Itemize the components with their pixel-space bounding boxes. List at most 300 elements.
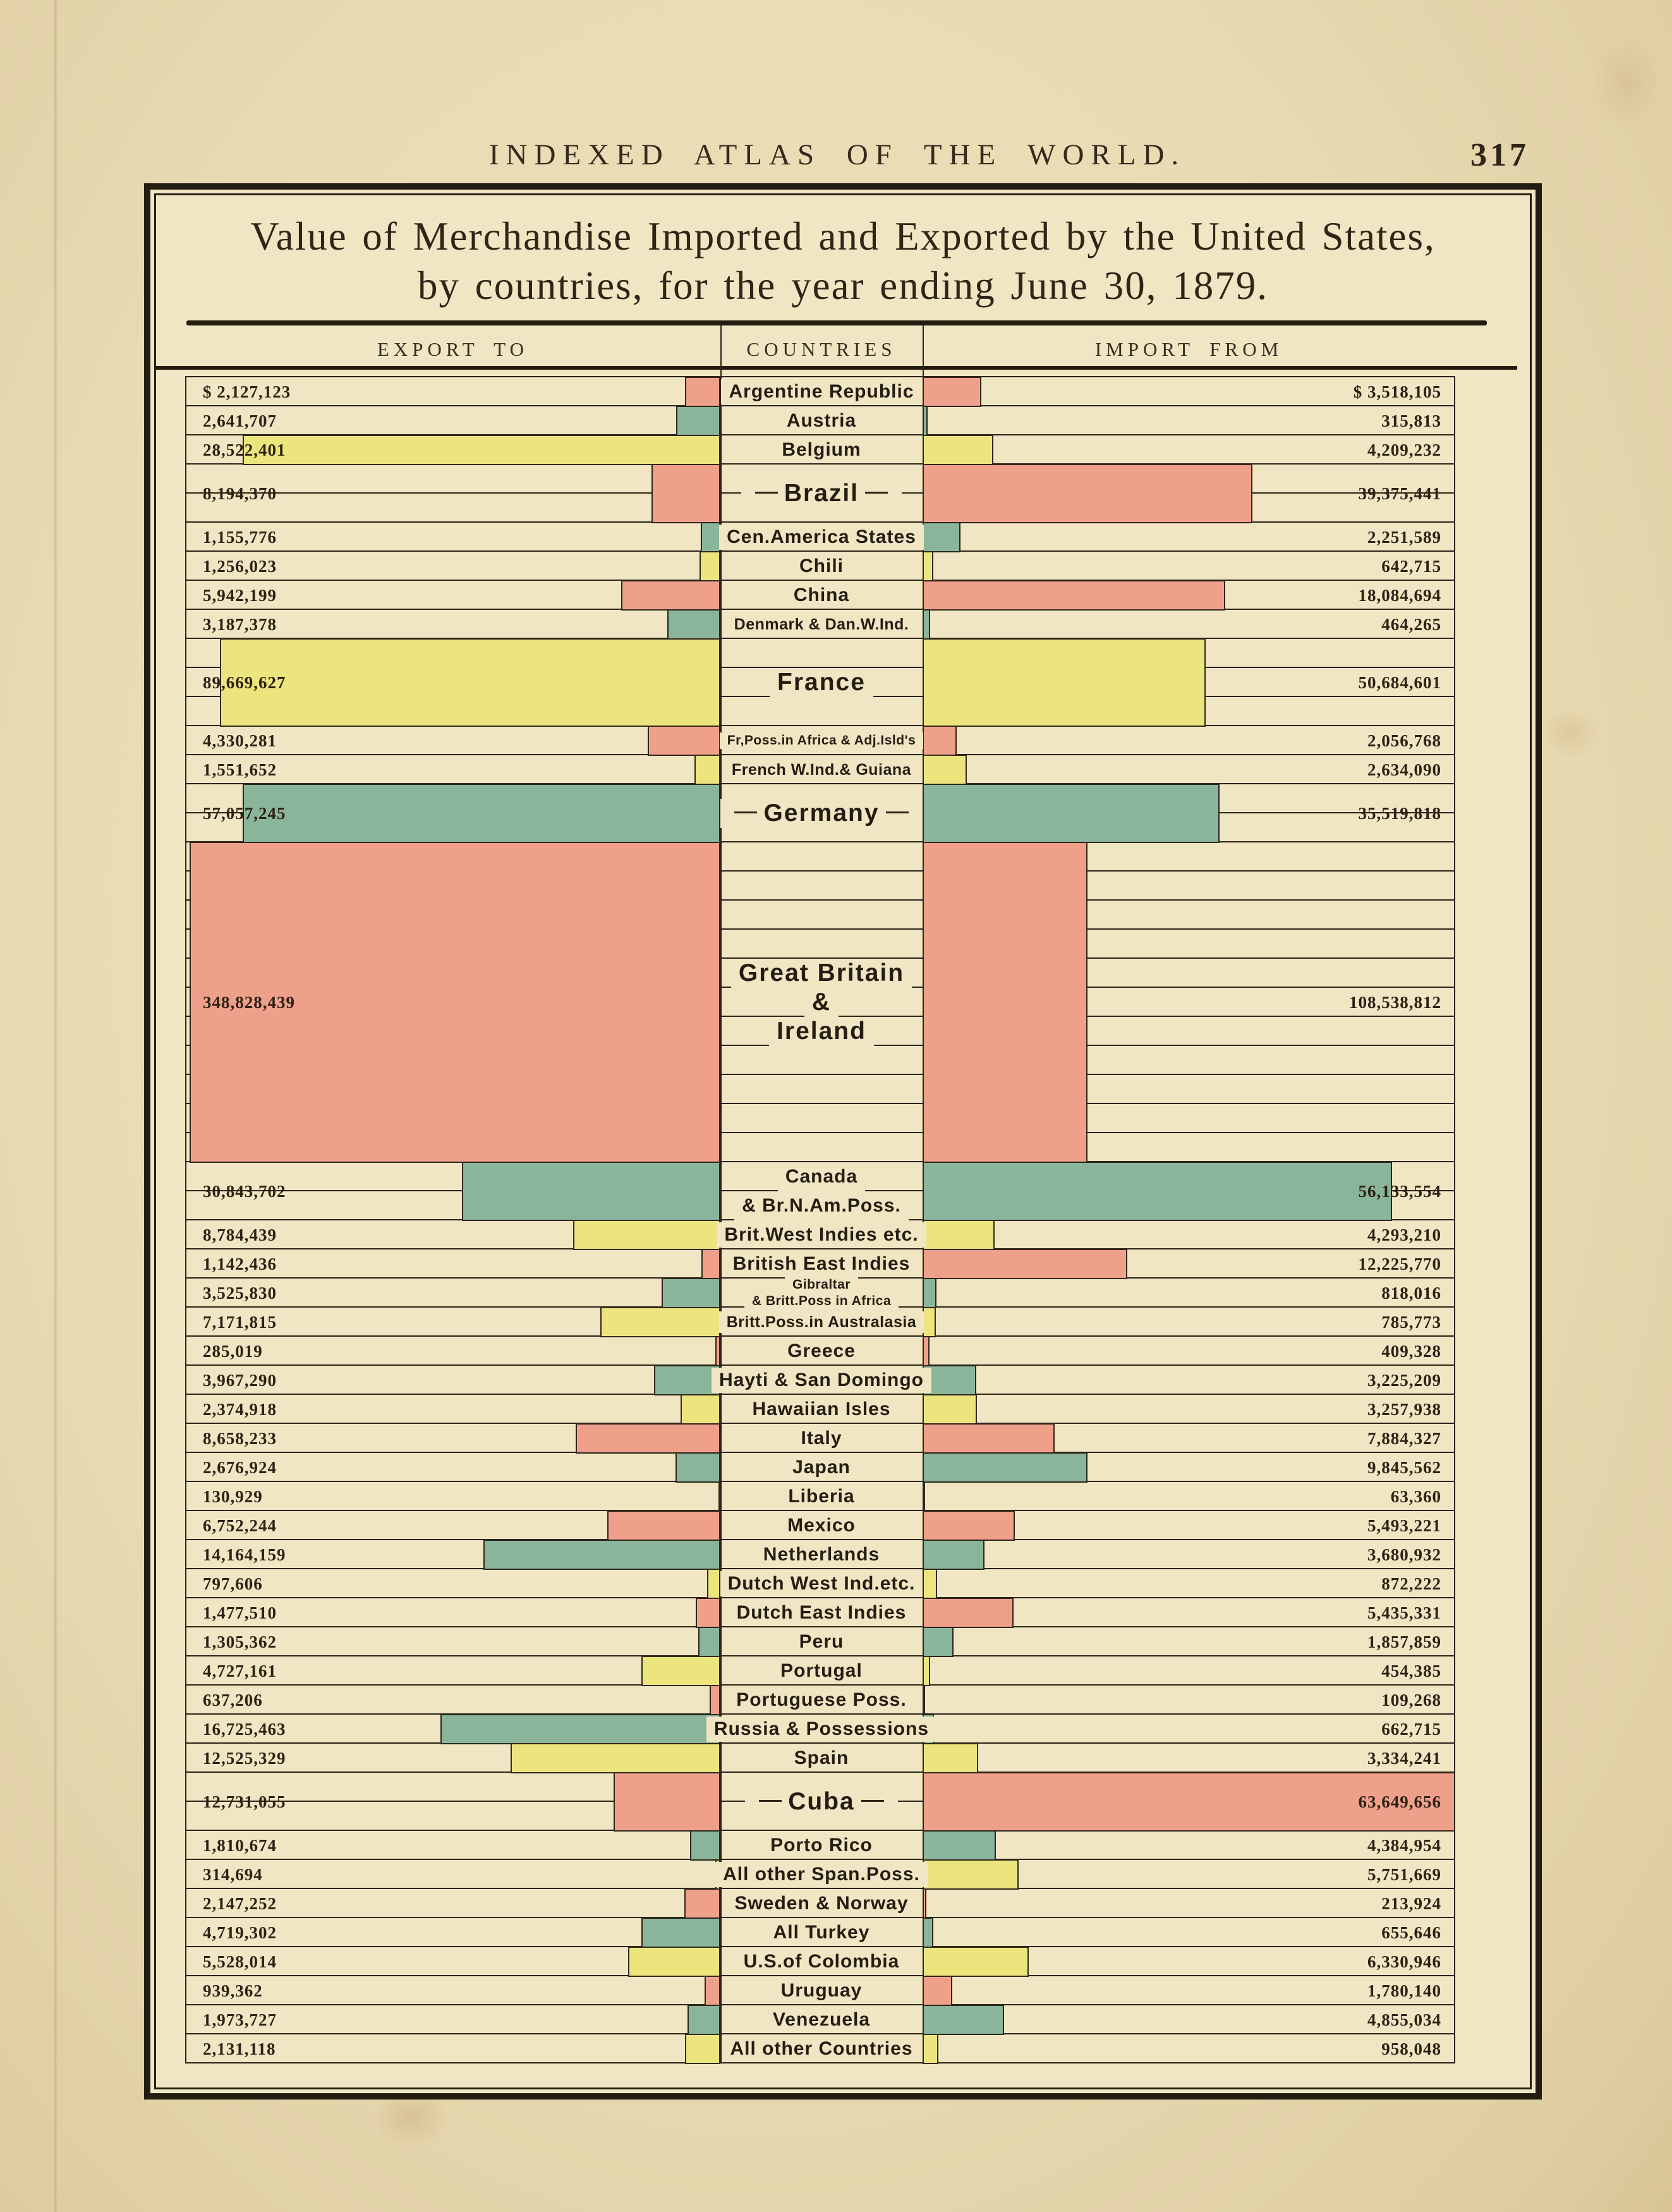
left-boundary-line [185,377,186,2063]
country-label [720,1279,923,1308]
import-value: 958,048 [1381,2039,1441,2058]
country-label [720,1366,923,1395]
country-row-brit-west-indies-etc [185,1220,1455,1249]
country-label [720,1337,923,1366]
country-label [720,1249,923,1279]
export-value: 4,719,302 [203,1923,277,1942]
country-label [720,1656,923,1686]
country-row-belgium [185,435,1455,465]
country-label [720,1308,923,1337]
country-label-line: Mexico [780,1513,863,1538]
country-label [720,1598,923,1627]
country-label-line: Gibraltar [785,1277,858,1293]
country-row-mexico [185,1511,1455,1540]
import-bar [923,1569,937,1599]
country-label [720,784,923,842]
import-bar [923,1452,1087,1483]
export-value: 8,784,439 [203,1225,277,1244]
export-bar [607,1510,720,1541]
export-bar [483,1540,720,1570]
country-label [720,1744,923,1773]
column-header-import: IMPORT FROM [1094,338,1283,360]
export-value: 14,164,159 [203,1545,286,1564]
export-bar [462,1162,720,1221]
import-bar [923,1510,1015,1541]
country-row-dutch-east-indies [185,1598,1455,1627]
import-bar [923,2034,938,2064]
title-rule [186,320,1487,325]
import-value: 2,634,090 [1367,760,1441,779]
import-value: 785,773 [1381,1312,1441,1332]
export-value: 28,522,401 [203,440,286,459]
export-value: 2,131,118 [203,2039,276,2058]
country-label-line: British East Indies [725,1251,918,1277]
export-value: 2,641,707 [203,411,277,430]
import-value: 4,209,232 [1367,440,1441,459]
country-row-cen-america-states [185,523,1455,552]
country-label-line: U.S.of Colombia [736,1949,907,1974]
import-bar [923,1598,1014,1628]
country-label-line: Germany [720,799,922,828]
import-value: 35,519,818 [1358,803,1441,823]
country-label [720,842,923,1162]
import-value: 7,884,327 [1367,1428,1441,1448]
import-bar [923,1162,1392,1221]
country-label-line: Portugal [773,1658,870,1684]
country-label [720,1918,923,1947]
export-bar [511,1743,720,1773]
import-bar [923,377,981,407]
import-value: 108,538,812 [1349,992,1441,1012]
country-label-line: Liberia [780,1484,862,1509]
import-value: 213,924 [1381,1893,1441,1913]
country-label [720,465,923,523]
export-value: 1,305,362 [203,1632,277,1651]
country-label-line: All Turkey [766,1920,878,1945]
country-label [720,1860,923,1889]
age-spot [1592,38,1662,126]
import-value: 5,751,669 [1367,1864,1441,1884]
import-value: 63,360 [1390,1486,1441,1506]
import-value: 872,222 [1381,1574,1441,1593]
export-value: 89,669,627 [203,672,286,692]
import-value: 315,813 [1381,411,1441,430]
import-bar [923,1394,977,1425]
import-value: 1,780,140 [1367,1981,1441,2000]
export-bar [690,1830,720,1861]
export-bar [696,1598,720,1628]
country-label-line: All other Span.Poss. [715,1862,928,1887]
running-title: INDEXED ATLAS OF THE WORLD. [488,138,1186,171]
country-row-porto-rico [185,1831,1455,1860]
import-bar [923,726,957,756]
country-label [720,1162,923,1220]
country-row-all-other-span-poss [185,1860,1455,1889]
country-label-line: Great Britain [731,959,912,988]
country-row-dutch-west-ind-etc [185,1569,1455,1598]
import-bar [923,842,1087,1163]
country-label [720,610,923,639]
age-spot [1542,708,1599,758]
country-label-line: Argentine Republic [721,379,921,404]
export-value: 797,606 [203,1574,263,1593]
export-value: $ 2,127,123 [203,382,291,401]
country-label [720,2034,923,2063]
country-label [713,1715,930,1744]
export-value: 1,142,436 [203,1254,277,1273]
import-bar [923,464,1252,523]
country-row-great-britain-ireland [185,842,1455,1162]
export-bar [700,551,720,581]
export-bar [694,755,720,785]
country-label [720,435,923,465]
export-value: 637,206 [203,1690,263,1710]
import-value: 6,330,946 [1367,1952,1441,1971]
chart-title-line2: by countries, for the year ending June 30, 1879. [418,264,1268,308]
import-bar [923,1423,1055,1454]
country-label-line: Dutch East Indies [729,1600,914,1626]
export-value: 7,171,815 [203,1312,277,1332]
export-value: 12,731,055 [203,1792,286,1811]
export-value: 4,330,281 [203,731,277,750]
export-value: 348,828,439 [203,992,295,1012]
country-label-line: & Br.N.Am.Poss. [734,1191,909,1220]
country-label [720,1569,923,1598]
country-label-line: Brazil [741,479,902,508]
export-value: 2,147,252 [203,1893,277,1913]
country-label-line: Canada [778,1162,865,1191]
export-value: 1,155,776 [203,527,277,547]
country-label [720,523,923,552]
export-bar [684,1888,720,1919]
country-row-hayti-san-domingo [185,1366,1455,1395]
export-value: 4,727,161 [203,1661,277,1680]
import-value: 109,268 [1381,1690,1441,1710]
country-label-line: Hayti & San Domingo [712,1368,931,1393]
country-row-all-turkey [185,1918,1455,1947]
export-bar [681,1394,720,1425]
country-label-line: Japan [785,1455,858,1480]
export-bar [701,522,720,552]
export-value: 30,843,702 [203,1181,286,1201]
country-label [720,581,923,610]
import-value: 454,385 [1381,1661,1441,1680]
export-bar [641,1656,720,1686]
import-bar [923,755,967,785]
export-value: 130,929 [203,1486,263,1506]
country-column-line-left [720,325,722,376]
country-label-line: Belgium [774,437,868,463]
chart-frame-inner [154,193,1532,2089]
import-bar [923,1307,936,1337]
country-row-netherlands [185,1540,1455,1569]
country-row-portuguese-poss [185,1686,1455,1715]
import-bar [923,1627,954,1657]
export-value: 16,725,463 [203,1719,286,1739]
country-label-line: & Britt.Poss in Africa [744,1293,899,1310]
page-crease [54,0,58,2212]
export-bar [628,1947,720,1977]
country-label [720,377,923,406]
country-label-line: Ireland [769,1017,874,1046]
country-row-brazil [185,465,1455,523]
export-value: 1,810,674 [203,1835,277,1855]
export-value: 3,525,830 [203,1283,277,1303]
export-bar [676,406,720,436]
country-label-line: Cuba [745,1787,898,1816]
export-bar [688,2005,720,2035]
export-bar [440,1714,720,1744]
country-label-line: Porto Rico [763,1833,880,1858]
column-header-countries: COUNTRIES [746,338,897,360]
export-value: 1,256,023 [203,556,277,576]
import-value: 3,680,932 [1367,1545,1441,1564]
export-bar [675,1452,720,1483]
import-bar [923,1540,984,1570]
country-label-line: French W.Ind.& Guiana [724,759,919,781]
chart-rows-area [185,376,1455,2063]
country-row-italy [185,1424,1455,1453]
export-value: 57,057,245 [203,803,286,823]
export-value: 8,194,370 [203,483,277,503]
country-row-canada-br-n-am-poss [185,1162,1455,1220]
country-label-line: China [786,583,857,608]
country-label-line: France [770,668,873,697]
export-bar [220,638,720,727]
country-row-uruguay [185,1976,1455,2005]
country-row-sweden-norway [185,1889,1455,1918]
country-label-line: Hawaiian Isles [744,1397,898,1422]
country-label [720,1627,923,1656]
country-row-french-w-ind-guiana [185,755,1455,784]
right-boundary-line [1454,377,1455,2063]
country-label [720,1773,923,1831]
import-value: 39,375,441 [1358,483,1441,503]
country-label [720,726,923,755]
export-bar [707,1569,720,1599]
import-bar [923,1947,1029,1977]
country-row-spain [185,1744,1455,1773]
country-row-u-s-of-colombia [185,1947,1455,1976]
column-header-export: EXPORT TO [377,338,529,360]
import-value: 5,493,221 [1367,1516,1441,1535]
country-row-british-east-indies [185,1249,1455,1279]
country-label-line: Chili [792,554,851,579]
country-label-line: & [804,988,839,1017]
import-bar [923,522,960,552]
import-bar [923,784,1220,843]
import-bar [923,551,933,581]
import-value: 1,857,859 [1367,1632,1441,1651]
country-label-line: Uruguay [773,1978,870,2003]
chart-frame [144,183,1542,2100]
country-row-germany [185,784,1455,842]
export-value: 2,676,924 [203,1457,277,1477]
import-bar [923,2005,1004,2035]
country-label-line: Netherlands [756,1542,887,1567]
import-value: $ 3,518,105 [1353,382,1441,401]
export-value: 3,187,378 [203,614,277,634]
country-label [720,1686,923,1715]
export-bar [685,2034,720,2064]
country-label [720,1220,923,1249]
country-label-line: Venezuela [765,2007,878,2033]
import-bar [923,1976,952,2006]
import-value: 3,225,209 [1367,1370,1441,1390]
import-bar [923,580,1225,611]
country-row-austria [185,406,1455,435]
export-value: 314,694 [203,1864,263,1884]
country-label-line: Austria [779,408,864,434]
country-row-peru [185,1627,1455,1656]
country-label-line: Greece [780,1339,863,1364]
country-row-liberia [185,1482,1455,1511]
country-label [720,1482,923,1511]
export-value: 1,973,727 [203,2010,277,2029]
export-value: 285,019 [203,1341,263,1361]
country-label-line: Cen.America States [719,525,924,550]
country-column-line-right [923,325,924,376]
import-bar [923,1830,996,1861]
import-bar [923,1278,936,1308]
import-bar [923,1220,995,1250]
export-bar [715,1336,720,1366]
export-value: 12,525,329 [203,1748,286,1768]
country-label [720,639,923,726]
country-row-cuba [185,1773,1455,1831]
import-value: 642,715 [1381,556,1441,576]
export-bar [641,1917,720,1948]
country-label [720,1947,923,1976]
export-value: 5,942,199 [203,585,277,605]
import-value: 4,293,210 [1367,1225,1441,1244]
import-value: 2,056,768 [1367,731,1441,750]
import-bar [923,1249,1127,1279]
country-column-line-right [923,377,924,2063]
import-value: 662,715 [1381,1719,1441,1739]
export-bar [614,1772,720,1832]
import-bar [923,1859,1019,1890]
export-bar [667,609,720,640]
import-value: 464,265 [1381,614,1441,634]
import-bar [923,435,993,465]
chart-title-line1: Value of Merchandise Imported and Exported by the United States, [250,214,1436,258]
country-label-line: Italy [793,1426,849,1451]
country-label-line: Spain [787,1746,857,1771]
country-row-britt-poss-in-australasia [185,1308,1455,1337]
export-value: 6,752,244 [203,1516,277,1535]
page-number: 317 [1470,137,1529,173]
import-bar [923,1743,978,1773]
import-value: 9,845,562 [1367,1457,1441,1477]
import-value: 3,334,241 [1367,1748,1441,1768]
import-value: 818,016 [1381,1283,1441,1303]
import-value: 18,084,694 [1358,585,1441,605]
country-row-greece [185,1337,1455,1366]
country-label [720,1511,923,1540]
export-bar [705,1976,720,2006]
country-label [720,1453,923,1482]
country-label [720,2005,923,2034]
country-label [720,1831,923,1860]
country-row-japan [185,1453,1455,1482]
export-bar [651,464,720,523]
import-value: 63,649,656 [1358,1792,1441,1811]
import-value: 409,328 [1381,1341,1441,1361]
country-label-line: Fr,Poss.in Africa & Adj.Isld's [720,732,924,749]
country-label [720,406,923,435]
export-value: 5,528,014 [203,1952,277,1971]
import-value: 56,133,554 [1358,1181,1441,1201]
export-bar [621,580,720,611]
export-bar [576,1423,720,1454]
export-bar [710,1685,720,1715]
import-bar [923,1917,933,1948]
export-bar [698,1627,720,1657]
export-bar [685,377,720,407]
export-value: 2,374,918 [203,1399,277,1419]
export-bar [243,784,720,843]
import-value: 655,646 [1381,1923,1441,1942]
country-row-venezuela [185,2005,1455,2034]
country-label [720,1395,923,1424]
country-row-argentine-republic [185,377,1455,406]
country-label-line: Russia & Possessions [706,1717,936,1742]
export-bar [573,1220,720,1250]
import-value: 3,257,938 [1367,1399,1441,1419]
country-label-line: All other Countries [722,2036,920,2062]
country-label-line: Peru [792,1629,852,1655]
import-value: 2,251,589 [1367,527,1441,547]
export-value: 8,658,233 [203,1428,277,1448]
country-label-line: Denmark & Dan.W.Ind. [727,614,917,635]
export-value: 3,967,290 [203,1370,277,1390]
country-row-gibraltar-britt-poss-in-africa [185,1279,1455,1308]
country-label [720,1540,923,1569]
chart-title [156,212,1530,310]
export-value: 1,477,510 [203,1603,277,1622]
export-value: 1,551,652 [203,760,277,779]
export-bar [654,1365,720,1395]
import-value: 5,435,331 [1367,1603,1441,1622]
country-row-hawaiian-isles [185,1395,1455,1424]
country-row-fr-poss-in-africa-adj-isld-s [185,726,1455,755]
country-label-line: Portuguese Poss. [729,1687,914,1713]
export-bar [662,1278,720,1308]
import-value: 4,855,034 [1367,2010,1441,2029]
country-label-line: Sweden & Norway [727,1891,916,1916]
country-label-line: Britt.Poss.in Australasia [719,1311,924,1333]
import-bar [923,638,1206,727]
country-row-chili [185,552,1455,581]
country-row-china [185,581,1455,610]
country-label [720,755,923,784]
export-bar [600,1307,720,1337]
country-label-line: Dutch West Ind.etc. [720,1571,923,1596]
header-rule [156,366,1517,370]
country-row-denmark-dan-w-ind [185,610,1455,639]
import-value: 50,684,601 [1358,672,1441,692]
country-label-line: Brit.West Indies etc. [717,1222,926,1248]
export-bar [648,726,720,756]
import-value: 12,225,770 [1358,1254,1441,1273]
country-label [720,1889,923,1918]
country-row-all-other-countries [185,2034,1455,2063]
country-row-portugal [185,1656,1455,1686]
import-value: 4,384,954 [1367,1835,1441,1855]
country-row-russia-possessions [185,1715,1455,1744]
export-bar [701,1249,720,1279]
